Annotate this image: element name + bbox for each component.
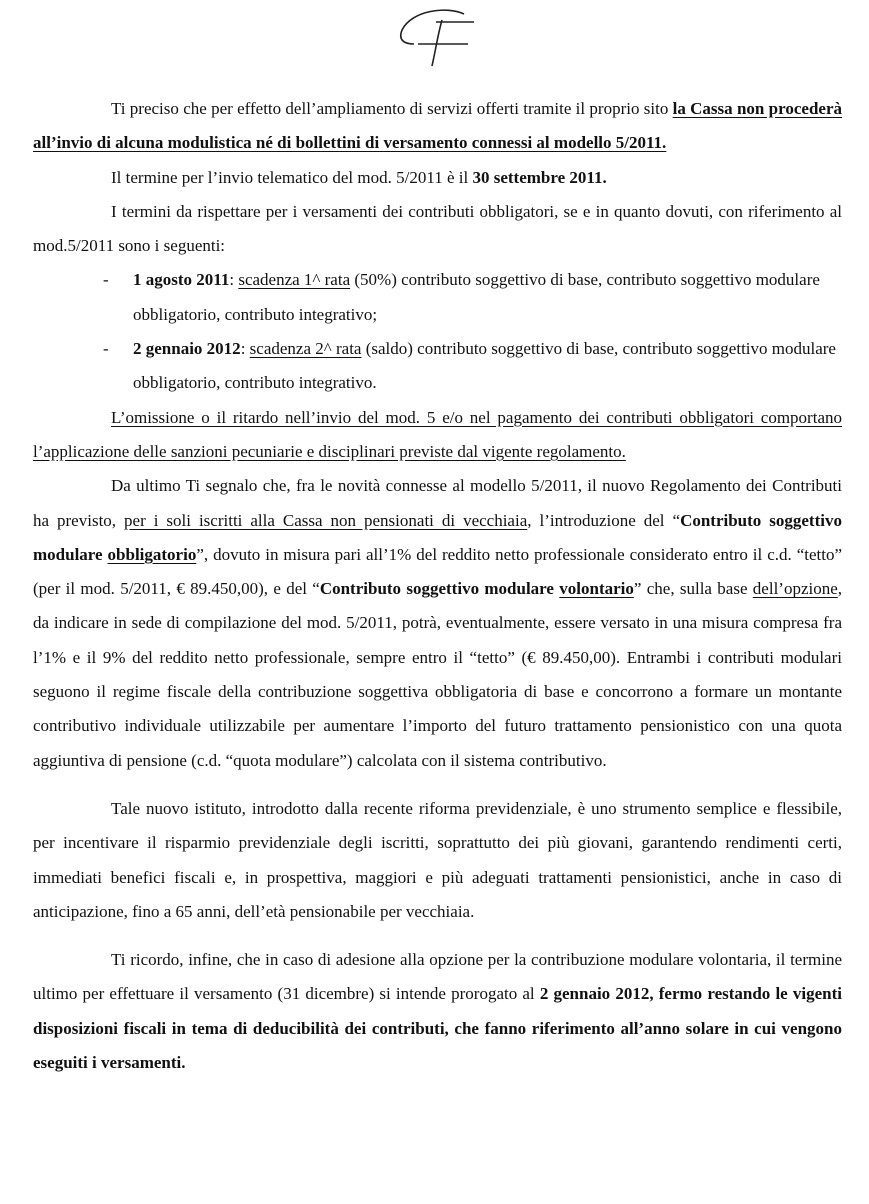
schedule-date: 2 gennaio 2012 [133, 339, 241, 359]
separator: : [229, 270, 239, 290]
schedule-description: (50%) contributo soggettivo di base, contributo soggettivo modulare obbligatorio, contributo integrativo; [133, 270, 820, 324]
underlined-text: per i soli iscritti alla Cassa non pensionati di vecchiaia [124, 510, 528, 530]
underlined-text: dell’opzione [752, 579, 838, 599]
paragraph-text: , l’introduzione del “ [527, 510, 681, 530]
schedule-date: 1 agosto 2011 [133, 270, 230, 290]
deadline-date: 30 settembre 2011. [472, 167, 607, 187]
separator: : [240, 339, 250, 359]
paragraph-text: Ti ricordo, infine, che in caso di adesione alla opzione per la contribuzione modulare volontaria, il termine ultimo per effettuare il versamento (31 dicembre) si intende prorogato al [33, 950, 842, 1004]
paragraph-text: , da indicare in sede di compilazione del mod. 5/2011, potrà, eventualmente, essere versato in una misura compresa fra l’1% e il 9% del reddito netto professionale, sempre entro il “tetto” (€ 89.450,00). Entrambi i contributi modulari seguono il regime fiscale della contribuzione soggettiva obbligatoria di base e concorrono a formare un montante contributivo individuale utilizzabile per aumentare l’importo del futuro trattamento pensionistico con una quota aggiuntiva di pensione (c.d. “quota modulare”) calcolata con il sistema contributivo. [33, 579, 843, 770]
paragraph-deadline [33, 161, 842, 195]
schedule-description: (saldo) contributo soggettivo di base, contributo soggettivo modulare obbligatorio, contributo integrativo. [133, 339, 836, 393]
paragraph-text: Ti preciso che per effetto dell’ampliamento di servizi offerti tramite il proprio sito [111, 99, 673, 118]
paragraph-text: Da ultimo Ti segnalo che, fra le novità connesse al modello 5/2011, il nuovo Regolamento dei Contributi ha previsto, [33, 476, 842, 530]
paragraph-voluntary-deadline [33, 943, 842, 1080]
bold-text: Contributo soggettivo modulare [319, 579, 560, 599]
paragraph-new-institute: Tale nuovo istituto, introdotto dalla recente riforma previdenziale, è uno strumento semplice e flessibile, per incentivare il risparmio previdenziale degli iscritti, soprattutto dei più giovani, garantendo rendimenti certi, immediati benefici fiscali e, in prospettiva, maggiori e più adeguati trattamenti pensionistici, anche in caso di anticipazione, fino a 65 anni, dell’età pensionabile per vecchiaia. [33, 798, 842, 921]
bold-text: 2 gennaio 2012, fermo restando le vigenti disposizioni fiscali in tema di deducibilità dei contributi, che fanno riferimento all’anno solare in cui vengono eseguiti i versamenti. [33, 984, 843, 1073]
schedule-installment: scadenza 2^ rata [249, 339, 362, 359]
paragraph-text: Il termine per l’invio telematico del mod. 5/2011 è il [111, 167, 473, 187]
payment-schedule-list [33, 263, 842, 400]
paragraph-payment-terms: I termini da rispettare per i versamenti dei contributi obbligatori, se e in quanto dovuti, con riferimento al mod.5/2011 sono i seguenti: [33, 201, 842, 256]
schedule-item [133, 332, 842, 401]
schedule-item [133, 263, 842, 332]
paragraph-text: ” che, sulla base [633, 579, 753, 599]
paragraph-modular-contribution [33, 469, 842, 778]
paragraph-modulistica [33, 92, 842, 161]
letter-body [33, 92, 842, 1080]
paragraph-sanctions: L’omissione o il ritardo nell’invio del mod. 5 e/o nel pagamento dei contributi obbligatori comportano l’applicazione delle sanzioni pecuniarie e disciplinari previste dal vigente regolamento. [33, 407, 842, 461]
bold-underlined-text: obbligatorio [107, 544, 197, 564]
paragraph-text: ”, dovuto in misura pari all’1% del reddito netto professionale considerato entro il c.d. “tetto” (per il mod. 5/2011, € 89.450,00), e del “ [33, 544, 843, 599]
bold-underlined-text: volontario [559, 579, 634, 599]
cassa-monogram-logo-icon [392, 4, 482, 72]
notice-no-forms: la Cassa non procederà all’invio di alcuna modulistica né di bollettini di versamento connessi al modello 5/2011. [33, 99, 842, 153]
bold-text: Contributo soggettivo modulare [33, 510, 842, 564]
schedule-installment: scadenza 1^ rata [238, 270, 351, 290]
